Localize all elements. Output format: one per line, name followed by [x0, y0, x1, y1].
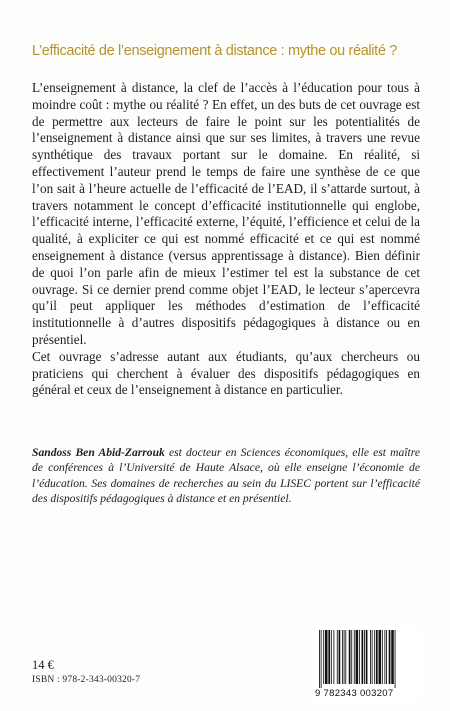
book-title: L’efficacité de l’enseignement à distance : mythe ou réalité ?: [32, 43, 397, 59]
isbn: ISBN : 978-2-343-00320-7: [32, 675, 141, 685]
barcode-bars: [317, 630, 417, 688]
author-name: Sandoss Ben Abid-Zarrouk: [32, 446, 165, 459]
barcode: [311, 626, 423, 702]
synopsis-paragraph-2: Cet ouvrage s’adresse autant aux étudiants, qu’aux chercheurs ou praticiens qui cherchent à évaluer des dispositifs pédagogiques en général et ceux de l’enseignement à distance en particulier.: [32, 348, 420, 398]
author-bio: [32, 445, 420, 507]
price: 14 €: [32, 658, 54, 672]
synopsis: [32, 80, 420, 399]
barcode-digits: 9 782343 003207: [315, 688, 394, 699]
author-bio-text: est docteur en Sciences économiques, elle est maître de conférences à l’Université de Haute Alsace, où elle enseigne l’économie de l’éducation. Ses domaines de recherches au sein du LISEC portent sur l’efficacité des dispositifs pédagogiques à distance et en présentiel.: [32, 446, 420, 506]
synopsis-paragraph-1: L’enseignement à distance, la clef de l’accès à l’éducation pour tous à moindre coût : mythe ou réalité ? En effet, un des buts de cet ouvrage est de permettre aux lecteurs de faire le point sur les potentialités de l’enseignement à distance ainsi que sur ses limites, à travers une revue synthétique des travaux portant sur le domaine. En réalité, si effectivement l’auteur prend le temps de faire une synthèse de ce que l’on sait à l’heure actuelle de l’efficacité de l’EAD, il s’attarde surtout, à travers notamment le concept d’efficacité institutionnelle qui englobe, l’efficacité interne, l’efficacité externe, l’équité, l’efficience et celui de la qualité, à expliciter ce qui est nommé efficacité et ce qui est nommé enseignement à distance (versus apprentissage à distance). Bien définir de quoi l’on parle afin de mieux l’estimer tel est la substance de cet ouvrage. Si ce dernier prend comme objet l’EAD, le lecteur s’apercevra qu’il peut appliquer les méthodes d’estimation de l’efficacité institutionnelle à d’autres dispositifs pédagogiques à distance ou en présentiel.: [32, 80, 420, 347]
